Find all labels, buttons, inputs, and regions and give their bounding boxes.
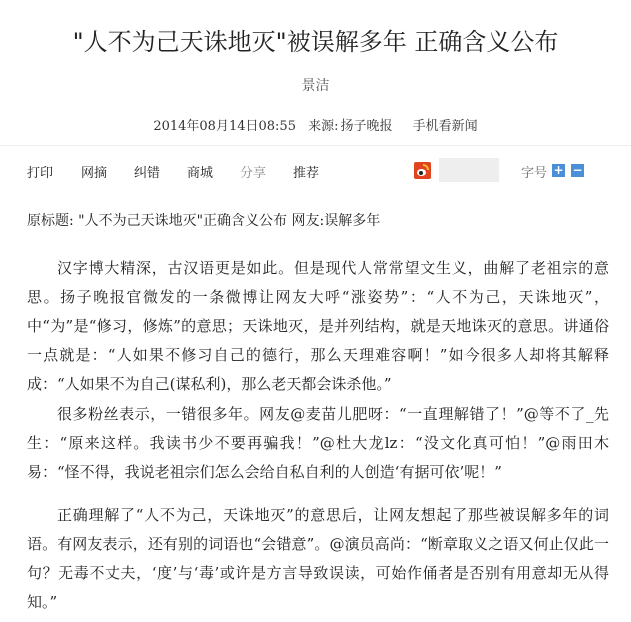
report-error-button[interactable]: 纠错 — [134, 166, 161, 181]
share-label: 分享 — [240, 166, 267, 181]
recommend-button[interactable]: 推荐 — [293, 166, 320, 181]
paragraph: 汉字博大精深，古汉语更是如此。但是现代人常常望文生义，曲解了老祖宗的意思。扬子晚报官微发的一条微博让网友大呼“涨姿势”：“人不为己，天诛地灭”，中“为”是“修习，修炼”的意思；天诛地灭，是并列结构，就是天地诛灭的意思。讲通俗一点就是：“人如果不修习自己的德行，那么天理难容啊！”如今很多人却将其解释成：“人如果不为自己(谋私利)，那么老天都会诛杀他。” — [27, 259, 609, 393]
source-label: 来源: — [308, 119, 339, 134]
font-size-label: 字号 — [521, 166, 548, 181]
font-decrease-button[interactable]: − — [572, 163, 583, 177]
article-title: "人不为己天诛地灭"被误解多年 正确含义公布 — [72, 28, 559, 56]
mall-button[interactable]: 商城 — [187, 166, 214, 181]
share-widget[interactable] — [439, 158, 499, 182]
paragraph: 正确理解了“人不为己，天诛地灭”的意思后，让网友想起了那些被误解多年的词语。有网友表示，还有别的词语也“会错意”。@演员高尚：“断章取义之语又何止仅此一句？无毒不丈夫，‘度’与‘毒’或许是方言导致误读，可始作俑者是否别有用意却无从得知。” — [27, 506, 609, 611]
article-meta — [0, 115, 631, 134]
article-author: 景洁 — [301, 78, 330, 94]
weibo-icon[interactable] — [414, 162, 431, 179]
mobile-news-link[interactable]: 手机看新闻 — [412, 119, 478, 134]
weibo-pupil — [419, 171, 423, 175]
print-button[interactable]: 打印 — [27, 166, 54, 181]
original-title: 原标题: "人不为己天诛地灭"正确含义公布 网友:误解多年 — [27, 213, 381, 229]
source-name[interactable]: 扬子晚报 — [340, 119, 393, 134]
header-divider — [0, 145, 631, 146]
bookmark-button[interactable]: 网摘 — [81, 166, 108, 181]
publish-datetime: 2014年08月14日08:55 — [153, 119, 296, 134]
paragraph: 很多粉丝表示，一错很多年。网友@麦苗儿肥呀：“一直理解错了！”@等不了_先生：“原来这样。我读书少不要再骗我！”@杜大龙lz：“没文化真可怕！”@雨田木易：“怪不得，我说老祖宗们怎么会给自私自利的人创造‘有据可依’呢！” — [27, 405, 609, 481]
font-increase-button[interactable]: + — [553, 163, 564, 177]
